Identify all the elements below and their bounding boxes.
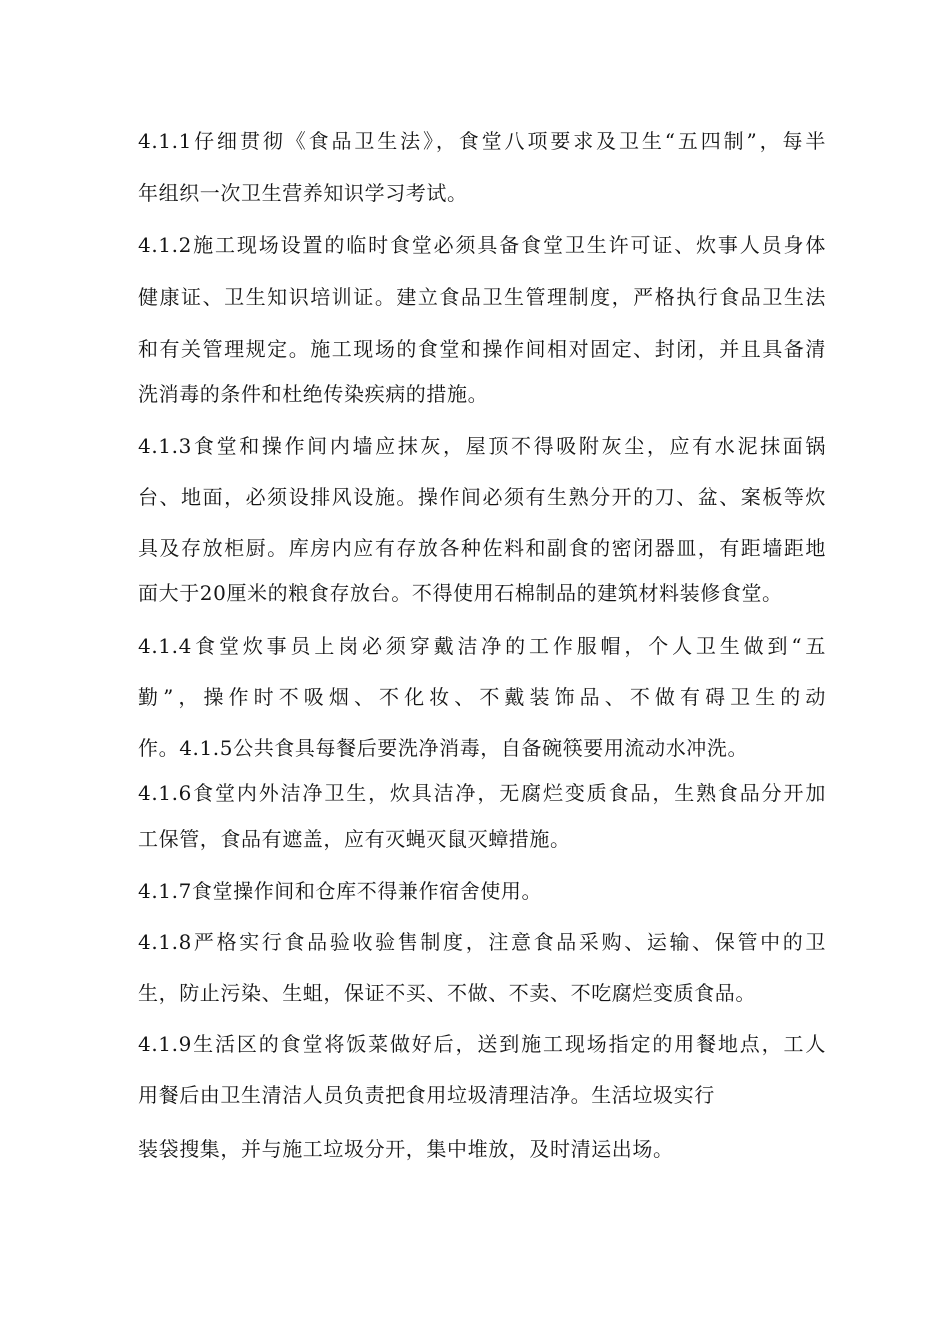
text-line: 和有关管理规定。施工现场的食堂和操作间相对固定、封闭，并且具备清 <box>138 337 826 361</box>
text-line: 勤”，操作时不吸烟、不化妆、不戴装饰品、不做有碍卫生的动 <box>138 685 826 709</box>
text-line: 洗消毒的条件和杜绝传染疾病的措施。 <box>138 382 489 406</box>
text-line: 4.1.3食堂和操作间内墙应抹灰，屋顶不得吸附灰尘，应有水泥抹面锅 <box>138 434 826 458</box>
text-line: 具及存放柜厨。库房内应有存放各种佐料和副食的密闭器皿，有距墙距地 <box>138 536 826 560</box>
text-line: 4.1.8严格实行食品验收验售制度，注意食品采购、运输、保管中的卫 <box>138 930 826 954</box>
text-line: 用餐后由卫生清洁人员负责把食用垃圾清理洁净。生活垃圾实行 <box>138 1083 715 1107</box>
text-line: 装袋搜集，并与施工垃圾分开，集中堆放，及时清运出场。 <box>138 1137 674 1161</box>
text-line: 4.1.1仔细贯彻《食品卫生法》，食堂八项要求及卫生“五四制”，每半 <box>138 129 826 153</box>
text-line: 4.1.9生活区的食堂将饭菜做好后，送到施工现场指定的用餐地点，工人 <box>138 1032 826 1056</box>
text-line: 4.1.2施工现场设置的临时食堂必须具备食堂卫生许可证、炊事人员身体 <box>138 233 826 257</box>
text-line: 作。4.1.5公共食具每餐后要洗净消毒，自备碗筷要用流动水冲洗。 <box>138 736 749 760</box>
text-line: 台、地面，必须设排风设施。操作间必须有生熟分开的刀、盆、案板等炊 <box>138 485 826 509</box>
text-line: 健康证、卫生知识培训证。建立食品卫生管理制度，严格执行食品卫生法 <box>138 285 826 309</box>
text-line: 生，防止污染、生蛆，保证不买、不做、不卖、不吃腐烂变质食品。 <box>138 981 756 1005</box>
text-line: 4.1.6食堂内外洁净卫生，炊具洁净，无腐烂变质食品，生熟食品分开加 <box>138 781 826 805</box>
text-line: 工保管，食品有遮盖，应有灭蝇灭鼠灭蟑措施。 <box>138 827 571 851</box>
text-line: 面大于20厘米的粮食存放台。不得使用石棉制品的建筑材料装修食堂。 <box>138 581 783 605</box>
text-line: 4.1.4食堂炊事员上岗必须穿戴洁净的工作服帽，个人卫生做到“五 <box>138 634 826 658</box>
text-line: 4.1.7食堂操作间和仓库不得兼作宿舍使用。 <box>138 879 543 903</box>
text-line: 年组织一次卫生营养知识学习考试。 <box>138 181 468 205</box>
